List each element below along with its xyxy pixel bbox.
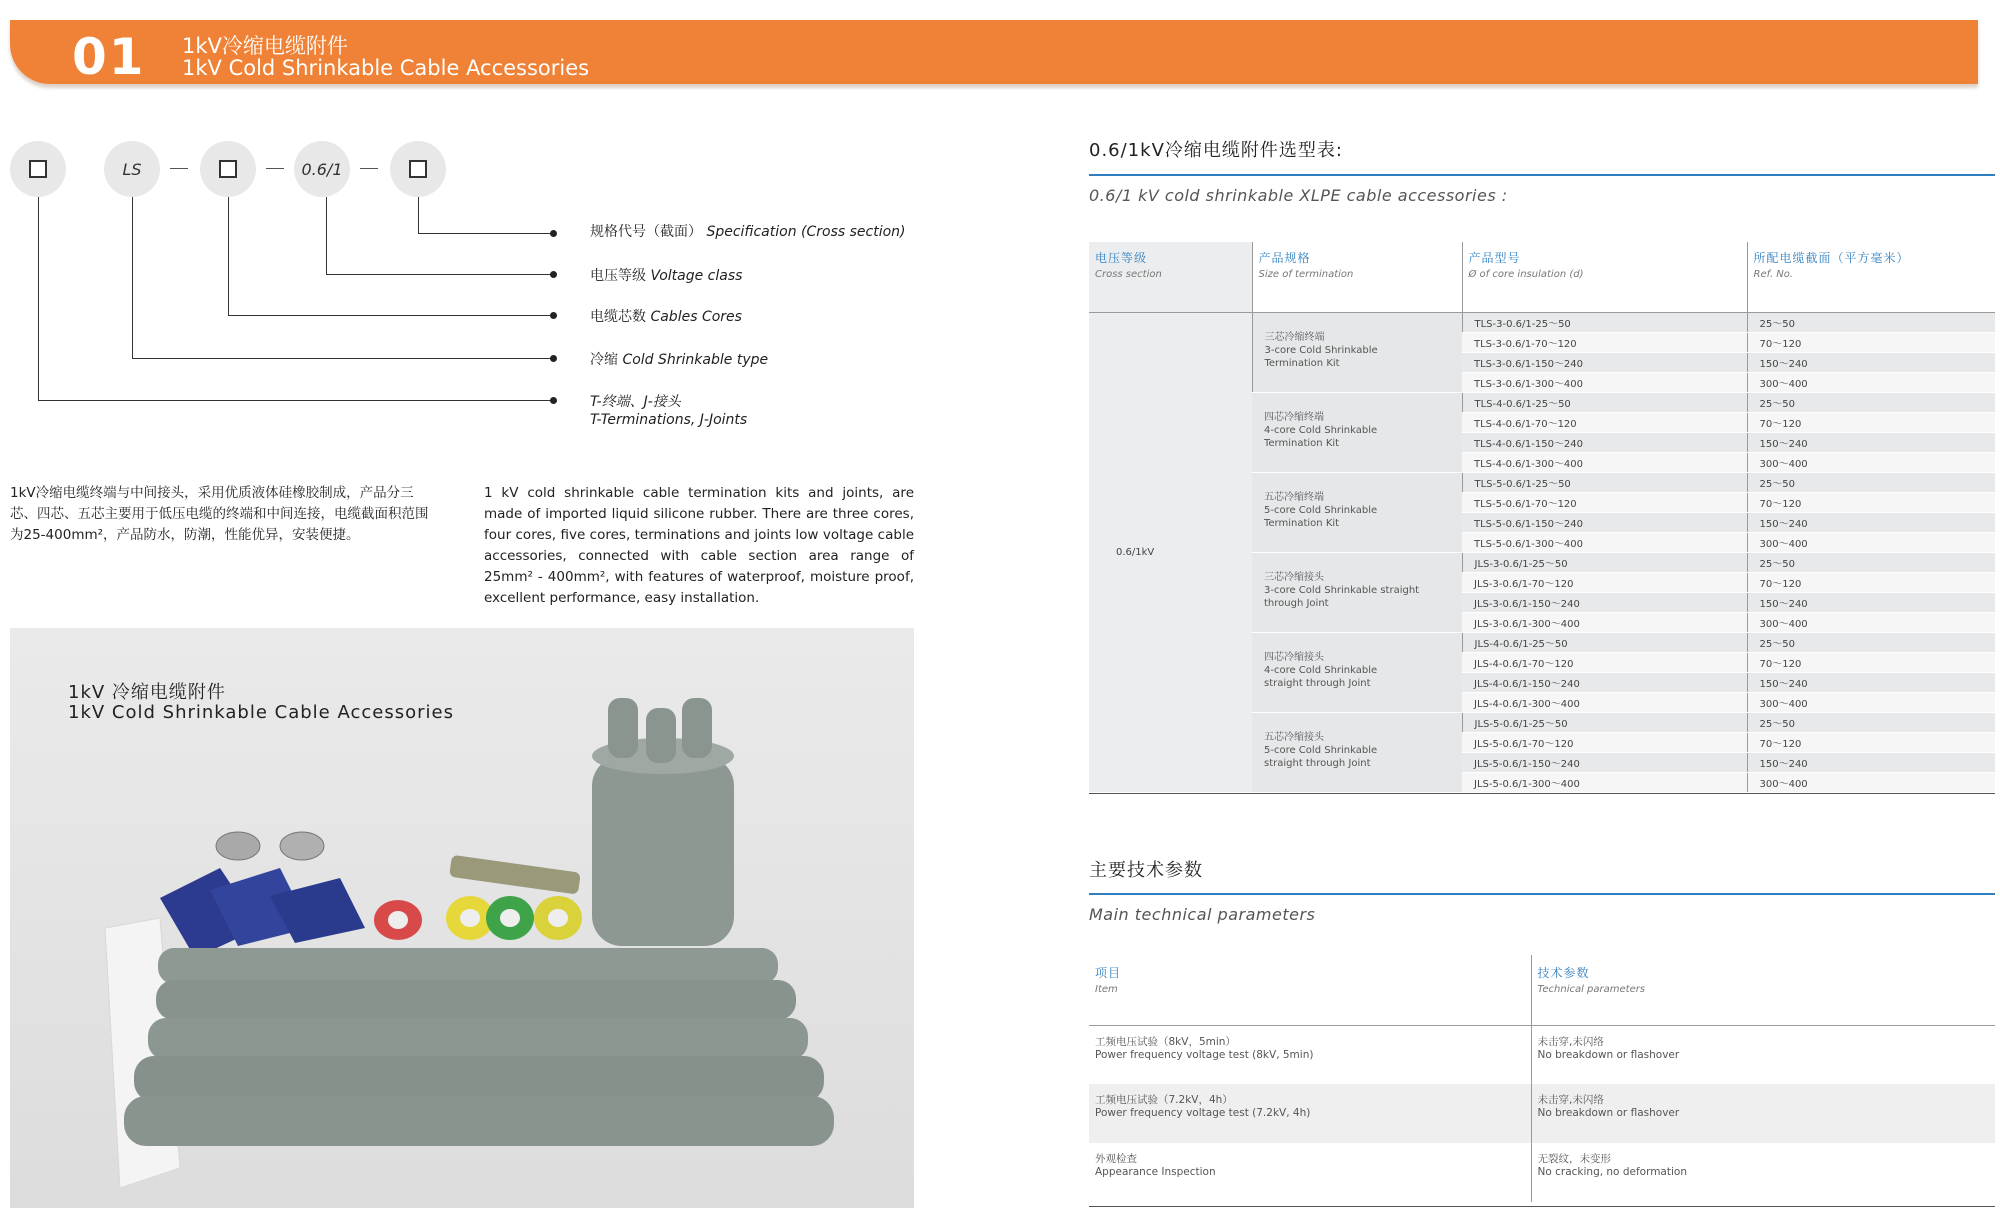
selection-table: [1089, 242, 1995, 793]
model-cell: TLS-5-0.6/1-25～50: [1462, 472, 1747, 492]
code-dash: [266, 168, 284, 169]
section-cell: 25～50: [1747, 392, 1995, 412]
parameters-subtitle: Main technical parameters: [1089, 905, 1316, 924]
connector-line: [38, 400, 554, 401]
table-bottom-rule: [1089, 1206, 1995, 1207]
spec-cell: [1252, 472, 1462, 552]
item-cell-line: Power frequency voltage test (7.2kV, 4h): [1095, 1107, 1311, 1119]
model-cell: JLS-3-0.6/1-300～400: [1462, 612, 1747, 632]
item-cell-line: 工频电压试验（7.2kV，4h）: [1095, 1094, 1233, 1106]
table-bottom-rule: [1089, 793, 1995, 794]
section-cell: 25～50: [1747, 632, 1995, 652]
tube-shape: [134, 1056, 824, 1102]
spec-cell: [1252, 552, 1462, 632]
spec-line: 5-core Cold Shrinkable: [1264, 504, 1378, 516]
model-cell: JLS-3-0.6/1-150～240: [1462, 592, 1747, 612]
spec-line: 三芯冷缩接头: [1264, 571, 1324, 583]
connector-line: [326, 197, 327, 274]
connector-line: [228, 315, 554, 316]
section-cell: 300～400: [1747, 372, 1995, 392]
model-cell: TLS-4-0.6/1-25～50: [1462, 392, 1747, 412]
connector-dot: [550, 397, 557, 404]
header-technical: [1531, 955, 1995, 1025]
spec-line: 5-core Cold Shrinkable: [1264, 744, 1378, 756]
metal-ring-shape: [280, 832, 324, 860]
model-cell: TLS-3-0.6/1-150～240: [1462, 352, 1747, 372]
spec-line: through Joint: [1264, 597, 1329, 609]
label-cn: 电压等级: [590, 268, 646, 284]
connector-line: [132, 358, 554, 359]
item-cell-line: 工频电压试验（8kV，5min）: [1095, 1035, 1236, 1048]
model-cell: JLS-3-0.6/1-25～50: [1462, 552, 1747, 572]
value-cell-line: 未击穿,未闪络: [1537, 1094, 1604, 1106]
photo-caption-cn: 1kV 冷缩电缆附件: [68, 682, 226, 703]
header-cn: 产品型号: [1468, 251, 1521, 265]
item-cell-line: Power frequency voltage test (8kV, 5min): [1095, 1048, 1314, 1061]
header-title-cn: 1kV冷缩电缆附件: [182, 34, 348, 58]
breakout-body-shape: [592, 756, 734, 946]
model-cell: JLS-4-0.6/1-25～50: [1462, 632, 1747, 652]
section-cell: 70～120: [1747, 332, 1995, 352]
spec-cell: [1252, 712, 1462, 792]
header-en: Technical parameters: [1537, 984, 1646, 995]
spec-line: 四芯冷缩接头: [1264, 651, 1324, 663]
voltage-cell: 0.6/1kV: [1089, 312, 1252, 792]
model-cell: TLS-4-0.6/1-150～240: [1462, 432, 1747, 452]
section-cell: 70～120: [1747, 732, 1995, 752]
header-en: Cross section: [1095, 269, 1162, 280]
spec-line: Termination Kit: [1264, 517, 1340, 529]
parameters-table: [1089, 955, 1995, 1202]
header-model: [1462, 242, 1747, 312]
label-voltage-class: [590, 265, 742, 285]
connector-line: [418, 233, 554, 234]
photo-caption-en: 1kV Cold Shrinkable Cable Accessories: [68, 702, 454, 723]
code-part-cores: [200, 141, 256, 197]
model-cell: JLS-3-0.6/1-70～120: [1462, 572, 1747, 592]
table-row: [1089, 1084, 1995, 1143]
description-cn: 1kV冷缩电缆终端与中间接头，采用优质液体硅橡胶制成，产品分三芯、四芯、五芯主要用于低压电缆的终端和中间连接，电缆截面积范围为25-400mm²，产品防水，防潮，性能优异，安装便捷。: [10, 485, 429, 543]
section-cell: 25～50: [1747, 712, 1995, 732]
spec-line: 三芯冷缩终端: [1264, 331, 1325, 343]
parameters-title: 主要技术参数: [1089, 860, 1203, 881]
value-cell-line: No breakdown or flashover: [1537, 1048, 1680, 1061]
code-part-ls: LS: [104, 141, 160, 197]
selection-subtitle: 0.6/1 kV cold shrinkable XLPE cable accessories :: [1089, 186, 1508, 205]
label-cable-cores: [590, 306, 742, 326]
code-part-voltage: 0.6/1: [294, 141, 350, 197]
label-en: Cold Shrinkable type: [622, 352, 769, 368]
code-dash: [360, 168, 378, 169]
connector-dot: [550, 355, 557, 362]
header-title-en: 1kV Cold Shrinkable Cable Accessories: [182, 56, 590, 80]
section-cell: 300～400: [1747, 532, 1995, 552]
model-cell: TLS-5-0.6/1-150～240: [1462, 512, 1747, 532]
label-en: T-Terminations, J-Joints: [590, 412, 748, 428]
section-cell: 300～400: [1747, 452, 1995, 472]
value-cell: [1531, 1084, 1995, 1143]
section-cell: 150～240: [1747, 352, 1995, 372]
product-photo: [10, 628, 914, 1208]
model-cell: TLS-3-0.6/1-70～120: [1462, 332, 1747, 352]
section-cell: 150～240: [1747, 512, 1995, 532]
model-cell: TLS-5-0.6/1-300～400: [1462, 532, 1747, 552]
header-banner: [10, 20, 1978, 84]
model-cell: JLS-5-0.6/1-300～400: [1462, 772, 1747, 792]
breakout-finger-shape: [682, 698, 712, 758]
label-cn: 规格代号（截面）: [590, 224, 702, 240]
label-terminations-joints: [590, 393, 747, 429]
placeholder-box: [409, 160, 427, 178]
label-cn: 冷缩: [590, 352, 618, 368]
connector-dot: [550, 230, 557, 237]
spec-line: 4-core Cold Shrinkable: [1264, 424, 1378, 436]
code-part-spec: [390, 141, 446, 197]
connector-dot: [550, 312, 557, 319]
model-cell: JLS-5-0.6/1-25～50: [1462, 712, 1747, 732]
model-cell: TLS-4-0.6/1-70～120: [1462, 412, 1747, 432]
tube-shape: [124, 1096, 834, 1146]
spec-line: 四芯冷缩终端: [1264, 411, 1324, 423]
product-illustration: [10, 628, 914, 1208]
label-en: Voltage class: [650, 268, 743, 284]
tape-core-shape: [388, 911, 408, 929]
model-cell: JLS-4-0.6/1-150～240: [1462, 672, 1747, 692]
table-row: [1089, 1143, 1995, 1202]
header-item: [1089, 955, 1531, 1025]
breakout-finger-shape: [646, 708, 676, 763]
connector-line: [418, 197, 419, 233]
table-header-row: [1089, 242, 1995, 312]
model-cell: TLS-4-0.6/1-300～400: [1462, 452, 1747, 472]
value-cell-line: No cracking, no deformation: [1537, 1166, 1687, 1178]
section-cell: 25～50: [1747, 472, 1995, 492]
section-cell: 300～400: [1747, 772, 1995, 792]
section-number: 01: [72, 28, 146, 86]
model-cell: JLS-4-0.6/1-300～400: [1462, 692, 1747, 712]
header-cn: 所配电缆截面（平方毫米）: [1753, 251, 1910, 265]
label-specification: [590, 221, 906, 241]
placeholder-box: [219, 160, 237, 178]
label-cn: T-终端、J-接头: [590, 394, 681, 410]
tape-core-shape: [500, 909, 520, 927]
value-cell-line: 未击穿,未闪络: [1537, 1035, 1604, 1048]
header-cn: 项目: [1095, 966, 1122, 980]
spec-line: 3-core Cold Shrinkable: [1264, 344, 1378, 356]
item-cell-line: 外观检查: [1095, 1153, 1137, 1165]
section-cell: 300～400: [1747, 612, 1995, 632]
header-en: Ref. No.: [1753, 269, 1794, 280]
tube-shape: [158, 948, 778, 984]
model-cell: JLS-5-0.6/1-70～120: [1462, 732, 1747, 752]
header-en: Item: [1095, 984, 1118, 995]
tube-shape: [156, 980, 796, 1020]
value-cell: [1531, 1143, 1995, 1202]
spec-line: straight through Joint: [1264, 677, 1371, 689]
spec-line: 五芯冷缩终端: [1264, 491, 1324, 503]
model-cell: TLS-3-0.6/1-25～50: [1462, 312, 1747, 332]
header-en: Size of termination: [1258, 269, 1354, 280]
section-cell: 25～50: [1747, 312, 1995, 332]
label-en: Cables Cores: [650, 309, 742, 325]
section-cell: 150～240: [1747, 672, 1995, 692]
section-cell: 300～400: [1747, 692, 1995, 712]
item-cell: [1089, 1025, 1531, 1084]
tube-shape: [148, 1018, 808, 1060]
spec-line: 3-core Cold Shrinkable straight: [1264, 584, 1420, 596]
spec-cell: [1252, 312, 1462, 392]
spec-line: straight through Joint: [1264, 757, 1371, 769]
code-part-type: [10, 141, 66, 197]
connector-dot: [550, 271, 557, 278]
model-cell: TLS-5-0.6/1-70～120: [1462, 492, 1747, 512]
connector-line: [326, 274, 554, 275]
connector-line: [228, 197, 229, 315]
section-rule: [1089, 893, 1995, 895]
value-cell: [1531, 1025, 1995, 1084]
table-header-row: [1089, 955, 1995, 1025]
section-cell: 70～120: [1747, 572, 1995, 592]
item-cell-line: Appearance Inspection: [1095, 1166, 1216, 1178]
header-cn: 电压等级: [1095, 251, 1148, 265]
section-rule: [1089, 174, 1995, 176]
model-cell: JLS-4-0.6/1-70～120: [1462, 652, 1747, 672]
spec-line: Termination Kit: [1264, 437, 1340, 449]
placeholder-box: [29, 160, 47, 178]
header-section: [1747, 242, 1995, 312]
spec-cell: [1252, 392, 1462, 472]
value-cell-line: No breakdown or flashover: [1537, 1107, 1680, 1119]
value-cell-line: 无裂纹，未变形: [1537, 1153, 1611, 1165]
table-row: [1089, 312, 1995, 332]
selection-title: 0.6/1kV冷缩电缆附件选型表:: [1089, 140, 1343, 161]
spec-line: 4-core Cold Shrinkable: [1264, 664, 1378, 676]
model-cell: TLS-3-0.6/1-300～400: [1462, 372, 1747, 392]
section-cell: 150～240: [1747, 752, 1995, 772]
header-cn: 技术参数: [1537, 966, 1590, 980]
section-cell: 150～240: [1747, 592, 1995, 612]
spec-cell: [1252, 632, 1462, 712]
model-cell: JLS-5-0.6/1-150～240: [1462, 752, 1747, 772]
metal-ring-shape: [216, 832, 260, 860]
code-dash: [170, 168, 188, 169]
label-cn: 电缆芯数: [590, 309, 646, 325]
header-voltage: [1089, 242, 1252, 312]
item-cell: [1089, 1143, 1531, 1202]
header-en: Ø of core insulation (d): [1468, 269, 1584, 280]
breakout-finger-shape: [608, 698, 638, 758]
spec-line: 五芯冷缩接头: [1264, 731, 1324, 743]
tape-core-shape: [460, 909, 480, 927]
section-cell: 70～120: [1747, 652, 1995, 672]
description-en: 1 kV cold shrinkable cable termination kits and joints, are made of imported liquid silicone rubber. There are three cores, four cores, five cores, terminations and joints low voltage cable accessories, connected with cable section area range of 25mm² - 400mm², with features of waterproof, moisture proof, excellent performance, easy installation.: [484, 485, 914, 606]
tape-core-shape: [548, 909, 568, 927]
label-en: Specification (Cross section): [706, 224, 906, 240]
section-cell: 25～50: [1747, 552, 1995, 572]
spec-line: Termination Kit: [1264, 357, 1340, 369]
header-spec: [1252, 242, 1462, 312]
label-cold-shrinkable: [590, 349, 768, 369]
section-cell: 70～120: [1747, 492, 1995, 512]
earth-braid-shape: [449, 855, 581, 895]
header-cn: 产品规格: [1258, 251, 1311, 265]
section-cell: 150～240: [1747, 432, 1995, 452]
table-row: [1089, 1025, 1995, 1084]
connector-line: [38, 197, 39, 400]
connector-line: [132, 197, 133, 358]
item-cell: [1089, 1084, 1531, 1143]
section-cell: 70～120: [1747, 412, 1995, 432]
